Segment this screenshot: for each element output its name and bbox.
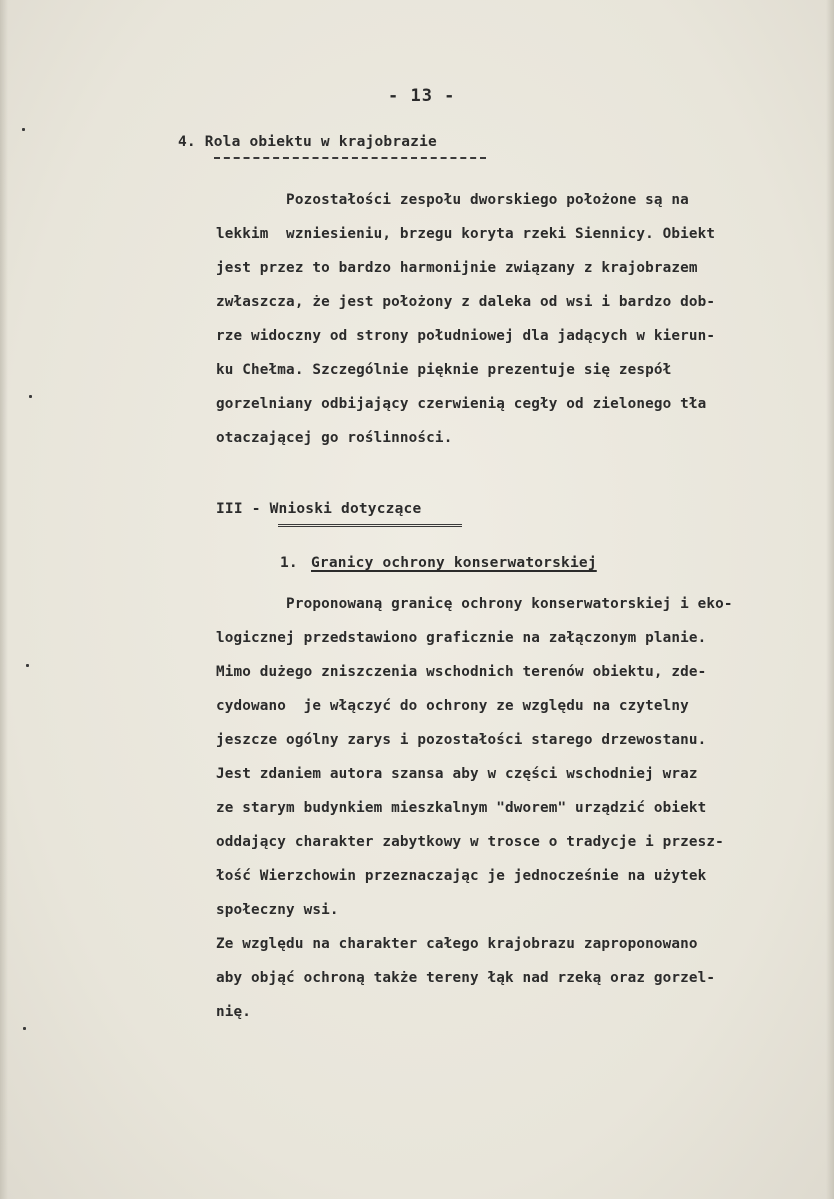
paragraph-line: zwłaszcza, że jest położony z daleka od wsi i bardzo dob-: [216, 294, 716, 310]
section-3-heading-underline: [278, 524, 462, 529]
paragraph-line: aby objąć ochroną także tereny łąk nad rzeką oraz gorzel-: [216, 970, 716, 986]
scan-speck: [22, 128, 25, 131]
subsection-heading: Granicy ochrony konserwatorskiej: [311, 555, 597, 571]
paragraph-line: lekkim wzniesieniu, brzegu koryta rzeki Siennicy. Obiekt: [216, 226, 716, 242]
section-4-heading-underline: [214, 157, 486, 161]
paragraph-line: jest przez to bardzo harmonijnie związany z krajobrazem: [216, 260, 698, 276]
scan-speck: [29, 395, 32, 398]
page-edge-shadow-right: [826, 0, 834, 1199]
paragraph-line: nię.: [216, 1004, 252, 1020]
paragraph-line: Proponowaną granicę ochrony konserwatorskiej i eko-: [216, 596, 733, 612]
paragraph-line: cydowano je włączyć do ochrony ze względu na czytelny: [216, 698, 689, 714]
paragraph-line: Jest zdaniem autora szansa aby w części wschodniej wraz: [216, 766, 698, 782]
paragraph-line: jeszcze ogólny zarys i pozostałości starego drzewostanu.: [216, 732, 707, 748]
paragraph-line: łość Wierzchowin przeznaczając je jednocześnie na użytek: [216, 868, 707, 884]
paragraph-line: gorzelniany odbijający czerwienią cegły od zielonego tła: [216, 396, 707, 412]
page-number: - 13 -: [388, 86, 456, 106]
paragraph-line: ku Chełma. Szczególnie pięknie prezentuje się zespół: [216, 362, 672, 378]
paragraph-line: oddający charakter zabytkowy w trosce o tradycje i przesz-: [216, 834, 724, 850]
paragraph-line: rze widoczny od strony południowej dla jadących w kierun-: [216, 328, 716, 344]
scan-speck: [23, 1027, 26, 1030]
paragraph-line: Pozostałości zespołu dworskiego położone są na: [216, 192, 689, 208]
paragraph-line: Ze względu na charakter całego krajobrazu zaproponowano: [216, 936, 698, 952]
page-edge-shadow-left: [0, 0, 8, 1199]
paragraph-line: logicznej przedstawiono graficznie na załączonym planie.: [216, 630, 707, 646]
scan-speck: [26, 664, 29, 667]
subsection-number: 1.: [280, 555, 298, 571]
paragraph-line: Mimo dużego zniszczenia wschodnich terenów obiektu, zde-: [216, 664, 707, 680]
paragraph-line: otaczającej go roślinności.: [216, 430, 453, 446]
section-4-heading: 4. Rola obiektu w krajobrazie: [178, 134, 437, 150]
paragraph-line: ze starym budynkiem mieszkalnym "dworem" urządzić obiekt: [216, 800, 707, 816]
paragraph-line: społeczny wsi.: [216, 902, 339, 918]
section-3-heading: III - Wnioski dotyczące: [216, 501, 422, 517]
